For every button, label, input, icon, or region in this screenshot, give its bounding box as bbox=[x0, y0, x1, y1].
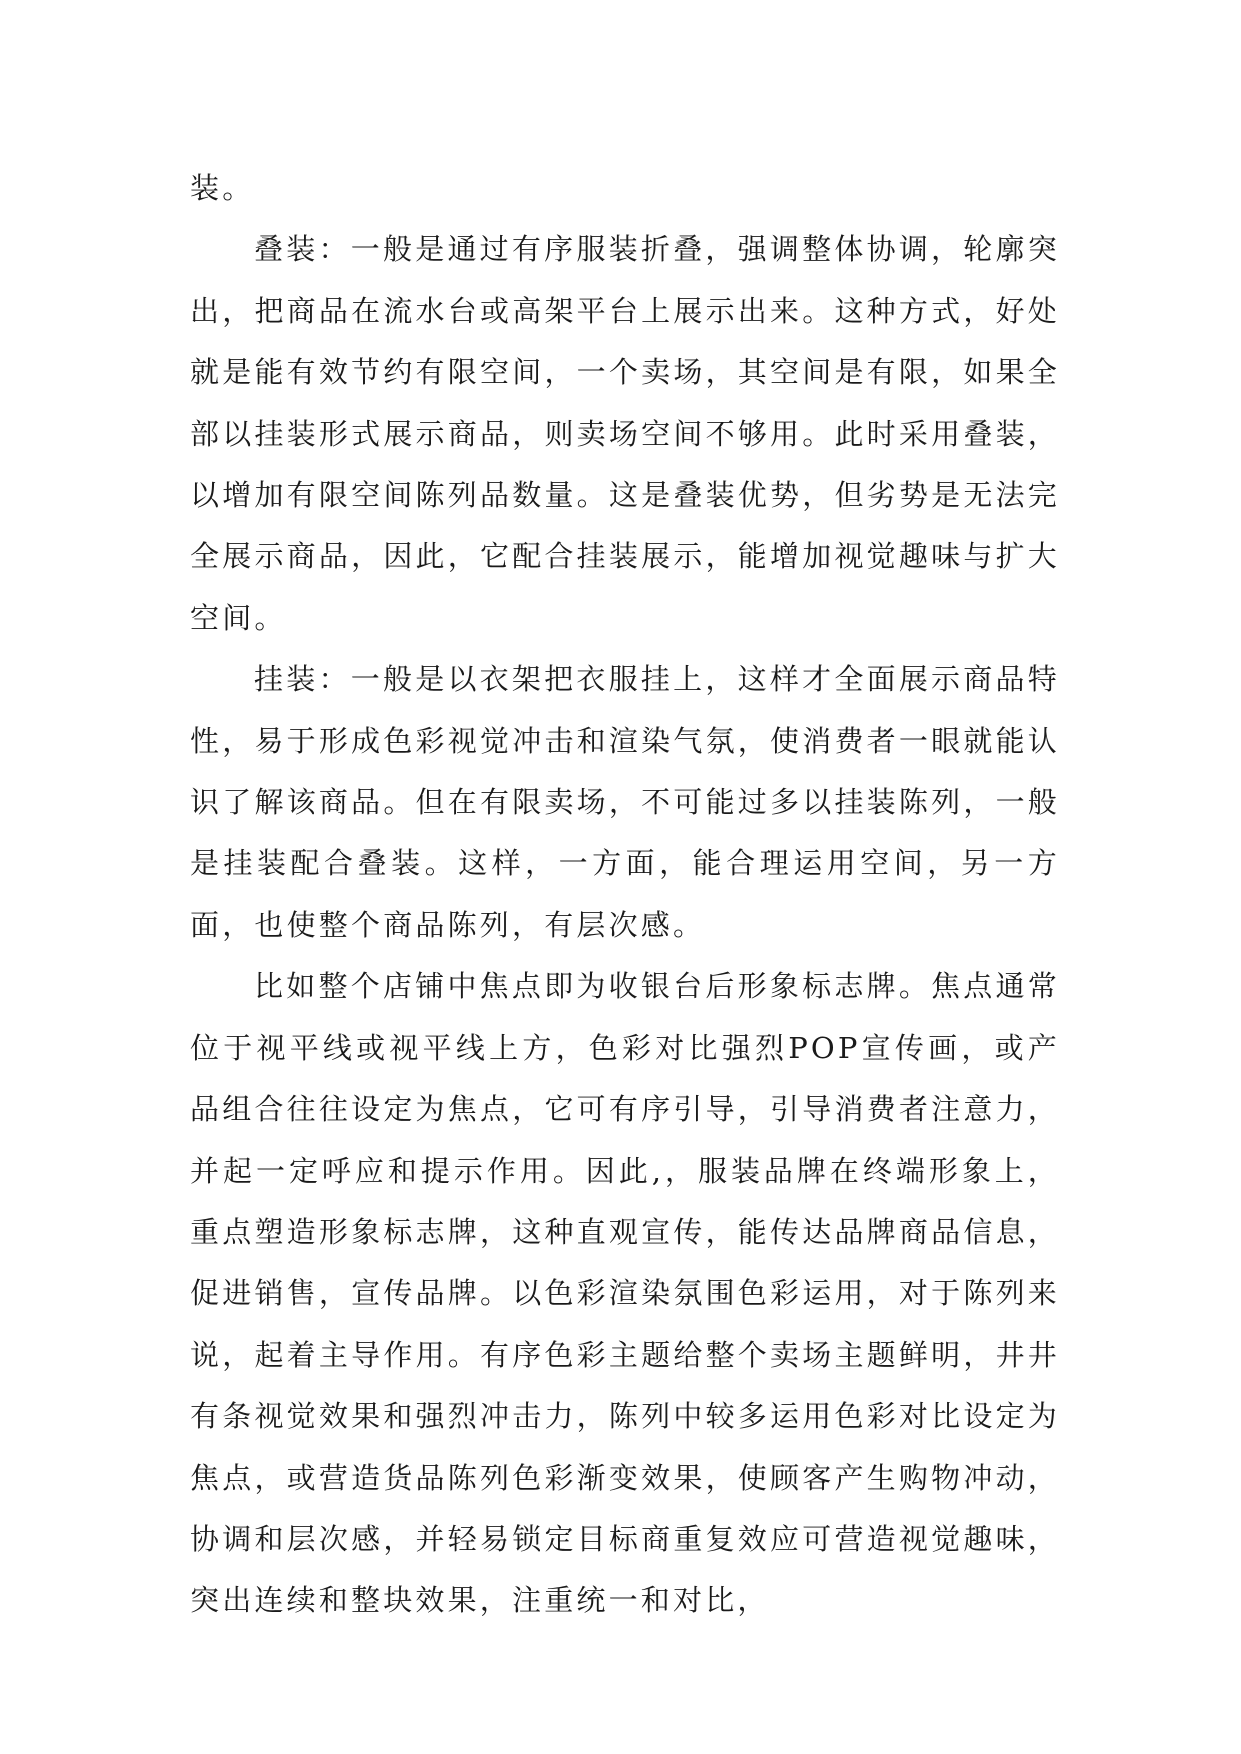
paragraph-hanging-display: 挂装：一般是以衣架把衣服挂上，这样才全面展示商品特性，易于形成色彩视觉冲击和渲染气氛，使消费者一眼就能认识了解该商品。但在有限卖场，不可能过多以挂装陈列，一般是挂装配合叠装。这样，一方面，能合理运用空间，另一方面，也使整个商品陈列，有层次感。 bbox=[190, 662, 1060, 942]
paragraph-continuation: 装。 bbox=[190, 171, 255, 205]
paragraph-folded-display: 叠装：一般是通过有序服装折叠，强调整体协调，轮廓突出，把商品在流水台或高架平台上展示出来。这种方式，好处就是能有效节约有限空间，一个卖场，其空间是有限，如果全部以挂装形式展示商品，则卖场空间不够用。此时采用叠装，以增加有限空间陈列品数量。这是叠装优势，但劣势是无法完全展示商品，因此，它配合挂装展示，能增加视觉趣味与扩大空间。 bbox=[190, 232, 1060, 635]
document-body bbox=[190, 158, 1060, 1632]
paragraph-focal-point: 比如整个店铺中焦点即为收银台后形象标志牌。焦点通常位于视平线或视平线上方，色彩对比强烈POP宣传画，或产品组合往往设定为焦点，它可有序引导，引导消费者注意力，并起一定呼应和提示作用。因此,，服装品牌在终端形象上，重点塑造形象标志牌，这种直观宣传，能传达品牌商品信息，促进销售，宣传品牌。以色彩渲染氛围色彩运用，对于陈列来说，起着主导作用。有序色彩主题给整个卖场主题鲜明，井井有条视觉效果和强烈冲击力，陈列中较多运用色彩对比设定为焦点，或营造货品陈列色彩渐变效果，使顾客产生购物冲动，协调和层次感，并轻易锁定目标商重复效应可营造视觉趣味，突出连续和整块效果，注重统一和对比， bbox=[190, 969, 1060, 1618]
